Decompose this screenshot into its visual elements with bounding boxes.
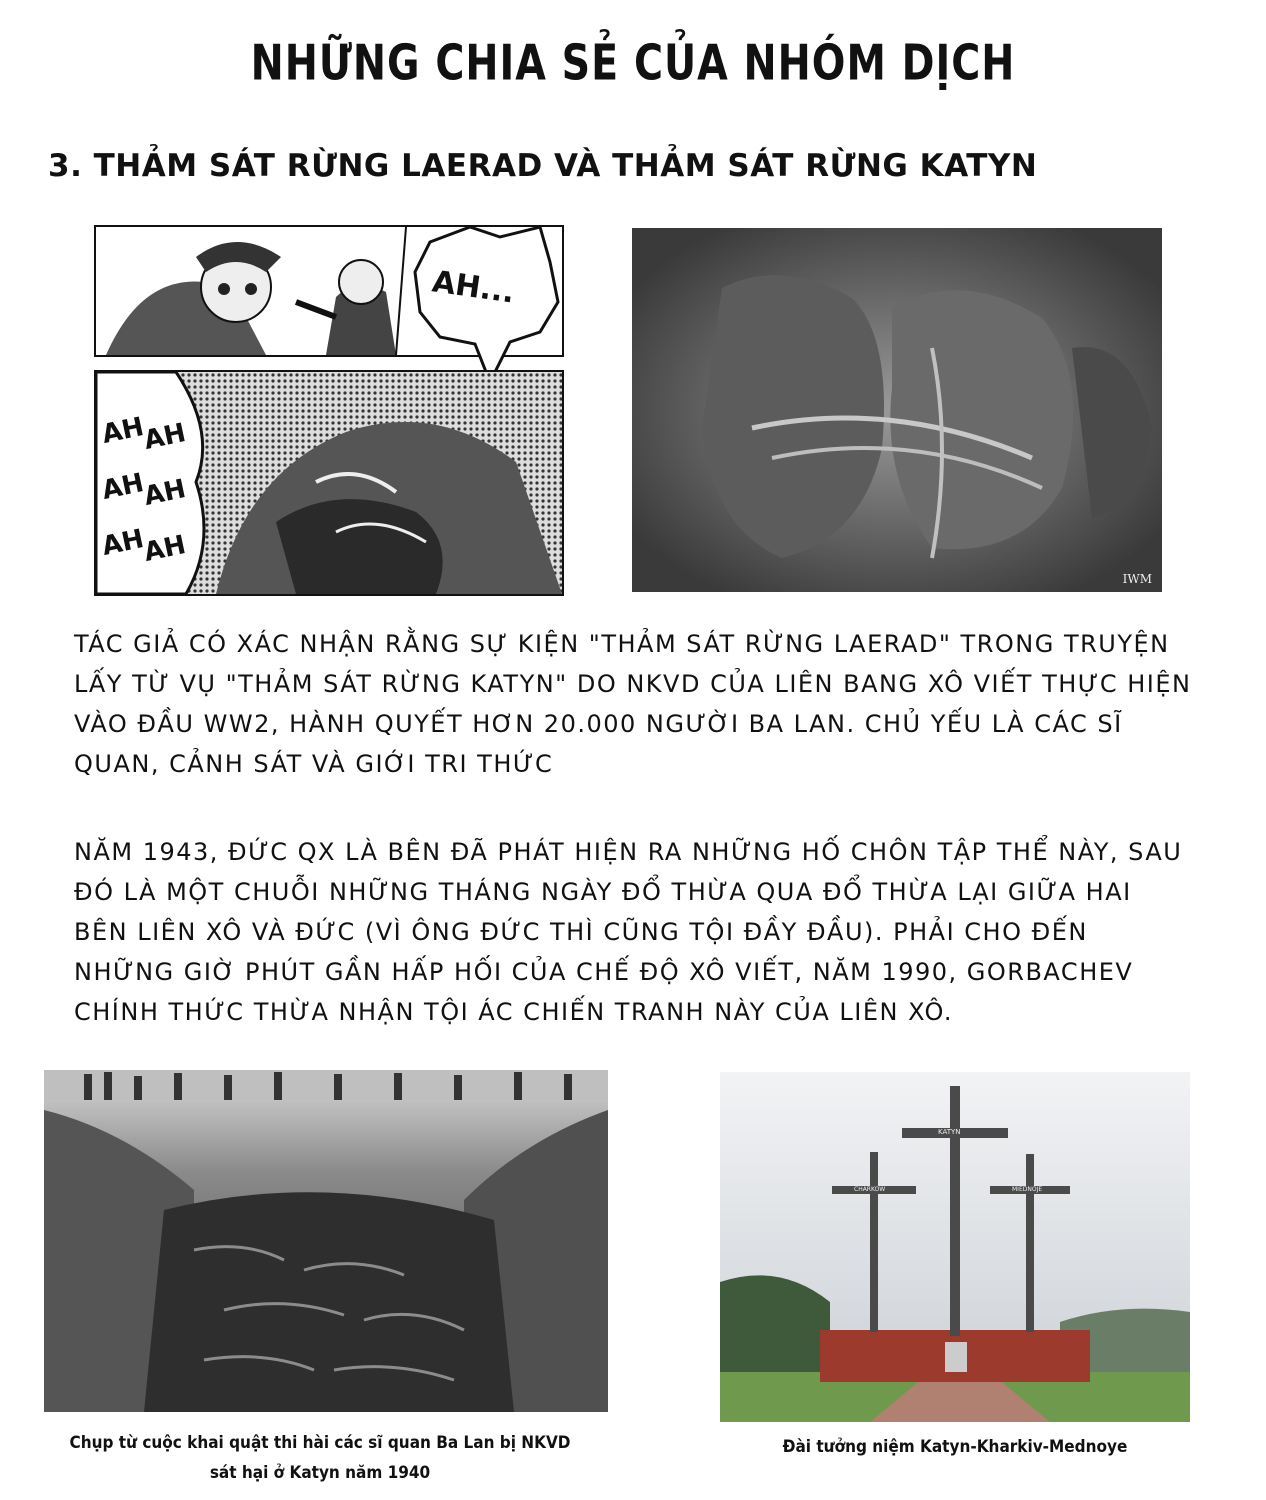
section-heading: 3. THẢM SÁT RỪNG LAERAD VÀ THẢM SÁT RỪNG KATYN bbox=[48, 148, 1038, 184]
memorial-art bbox=[720, 1072, 1190, 1422]
sfx-6: AH bbox=[141, 529, 189, 569]
memorial-label-right: MIEDNOJE bbox=[1012, 1186, 1043, 1193]
memorial-label-center: KATYN bbox=[938, 1128, 961, 1136]
manga-panel-bottom bbox=[94, 370, 564, 596]
sfx-2: AH bbox=[141, 417, 189, 457]
memorial-caption: Đài tưởng niệm Katyn-Kharkiv-Mednoye bbox=[782, 1437, 1128, 1457]
bound-hands-photo bbox=[632, 228, 1162, 592]
memorial-label-left: CHARKOW bbox=[854, 1186, 886, 1193]
sfx-4: AH bbox=[141, 473, 189, 513]
speech-bubble-text: AH... bbox=[429, 264, 517, 311]
sfx-1: AH bbox=[99, 411, 147, 451]
bound-hands-art bbox=[632, 228, 1162, 592]
paragraph-1: TÁC GIẢ CÓ XÁC NHẬN RẰNG SỰ KIỆN "THẢM SÁT RỪNG LAERAD" TRONG TRUYỆN LẤY TỪ VỤ "THẢM SÁT RỪNG KATYN" DO NKVD CỦA LIÊN BANG XÔ VIẾT THỰC HIỆN VÀO ĐẦU WW2, HÀNH QUYẾT HƠN 20.000 NGƯỜI BA LAN. CHỦ YẾU LÀ CÁC SĨ QUAN, CẢNH SÁT VÀ GIỚI TRI THỨC bbox=[74, 630, 1192, 778]
excavation-art bbox=[44, 1070, 608, 1412]
excavation-caption: Chụp từ cuộc khai quật thi hài các sĩ quan Ba Lan bị NKVD sát hại ở Katyn năm 1940 bbox=[69, 1433, 571, 1483]
photo-watermark: IWM bbox=[1122, 572, 1152, 586]
memorial-photo bbox=[720, 1072, 1190, 1422]
speech-bubble bbox=[410, 222, 560, 372]
sfx-5: AH bbox=[99, 523, 147, 563]
excavation-photo bbox=[44, 1070, 608, 1412]
page-title: NHỮNG CHIA SẺ CỦA NHÓM DỊCH bbox=[250, 34, 1016, 93]
paragraph-2: NĂM 1943, ĐỨC QX LÀ BÊN ĐÃ PHÁT HIỆN RA NHỮNG HỐ CHÔN TẬP THỂ NÀY, SAU ĐÓ LÀ MỘT CHUỖI NHỮNG THÁNG NGÀY ĐỔ THỪA QUA ĐỔ THỪA LẠI GIỮA HAI BÊN LIÊN XÔ VÀ ĐỨC (VÌ ÔNG ĐỨC THÌ CŨNG TỘI ĐẦY ĐẦU). PHẢI CHO ĐẾN NHỮNG GIỜ PHÚT GẦN HẤP HỐI CỦA CHẾ ĐỘ XÔ VIẾT, NĂM 1990, GORBACHEV CHÍNH THỨC THỪA NHẬN TỘI ÁC CHIẾN TRANH NÀY CỦA LIÊN XÔ. bbox=[74, 838, 1183, 1026]
sfx-3: AH bbox=[99, 467, 147, 507]
